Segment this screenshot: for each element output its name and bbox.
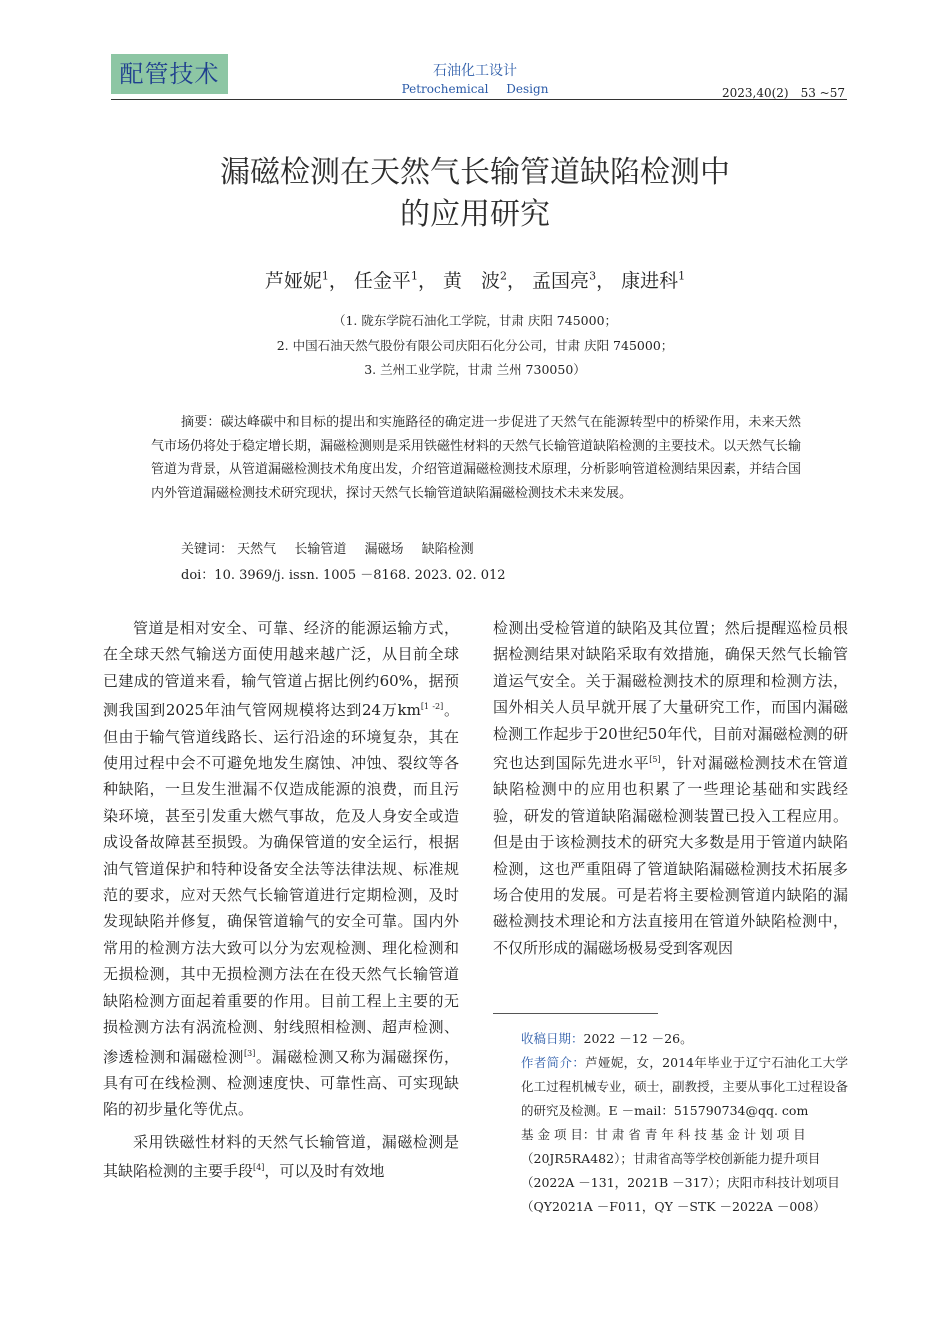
abstract-label: 摘要： bbox=[181, 415, 221, 430]
author-bio-text: 芦娅妮，女，2014年毕业于辽宁石油化工大学化工过程机械专业，硕士，副教授，主要从事化工过程设备的研究及检测。E －mail：515790734@qq. com bbox=[521, 1055, 848, 1118]
author-affil-sup: 1 bbox=[410, 269, 418, 283]
body-left-column bbox=[103, 615, 459, 1185]
keywords-label: 关键词： bbox=[181, 542, 234, 557]
issue-info: 2023,40(2) 53 ~57 bbox=[721, 86, 845, 100]
footnote bbox=[521, 1027, 848, 1219]
footnote-rule bbox=[493, 1013, 658, 1014]
paragraph bbox=[493, 615, 848, 961]
citation: [5] bbox=[649, 755, 661, 765]
author-affil-sup: 1 bbox=[321, 269, 329, 283]
author-bio-label: 作者简介： bbox=[521, 1055, 586, 1070]
journal-title-cn: 石油化工设计 bbox=[433, 63, 517, 79]
abstract bbox=[151, 411, 801, 505]
paragraph bbox=[103, 1129, 459, 1185]
author-bio bbox=[521, 1051, 848, 1123]
article-title bbox=[100, 152, 850, 236]
author-name: 任金平 bbox=[353, 270, 411, 292]
citation: [3] bbox=[243, 1048, 256, 1058]
keyword: 长输管道 bbox=[294, 542, 347, 557]
fund-line-3: （2022A －131，2021B －317）；庆阳市科技计划项目 bbox=[521, 1175, 840, 1190]
body-right-column bbox=[493, 615, 848, 961]
paragraph-text: ，可以及时有效地 bbox=[264, 1162, 385, 1181]
paragraph-text: 。但由于输气管道线路长、运行沿途的环境复杂，其在使用过程中会不可避免地发生腐蚀、冲蚀、裂纹等各种缺陷，一旦发生泄漏不仅造成能源的浪费，而且污染环境，甚至引发重大燃气事故，危及人身安全或造成设备故障甚至损毁。为确保管道的安全运行，根据油气管道保护和特种设备安全法等法律法规、标准规范的要求，应对天然气长输管道进行定期检测，及时发现缺陷并修复，确保管道输气的安全可靠。国内外常用的检测方法大致可以分为宏观检测、理化检测和无损检测，其中无损检测方法在在役天然气长输管道缺陷检测方面起着重要的作用。目前工程上主要的无损检测方法有涡流检测、射线照相检测、超声检测、渗透检测和漏磁检测 bbox=[103, 701, 460, 1066]
author-affil-sup: 2 bbox=[500, 269, 507, 283]
fund-line-2: （20JR5RA482）；甘肃省高等学校创新能力提升项目 bbox=[521, 1151, 821, 1166]
title-line-2: 的应用研究 bbox=[400, 197, 550, 232]
fund-line-4: （QY2021A －F011，QY －STK －2022A －008） bbox=[521, 1199, 826, 1214]
doi: doi：10. 3969/j. issn. 1005 －8168. 2023. 02. 012 bbox=[181, 568, 506, 583]
received-label: 收稿日期： bbox=[521, 1031, 584, 1046]
author-name: 黄 波 bbox=[442, 270, 500, 292]
affiliation-3: 3. 兰州工业学院，甘肃 兰州 730050） bbox=[364, 362, 586, 377]
keyword: 漏磁场 bbox=[364, 542, 404, 557]
abstract-body: 碳达峰碳中和目标的提出和实施路径的确定进一步促进了天然气在能源转型中的桥梁作用，未来天然气市场仍将处于稳定增长期，漏磁检测则是采用铁磁性材料的天然气长输管道缺陷检测的主要技术。以天然气长输管道为背景，从管道漏磁检测技术角度出发，介绍管道漏磁检测技术原理，分析影响管道检测结果因素，并结合国内外管道漏磁检测技术研究现状，探讨天然气长输管道缺陷漏磁检测技术未来发展。 bbox=[151, 415, 802, 501]
paragraph-text: 管道是相对安全、可靠、经济的能源运输方式，在全球天然气输送方面使用越来越广泛，从目前全球已建成的管道来看，输气管道占据比例约60%，据预测我国到2025年油气管网规模将达到24万km bbox=[103, 619, 459, 720]
header-rule bbox=[111, 99, 847, 100]
journal-title-en: Petrochemical Design bbox=[401, 82, 549, 96]
author-affil-sup: 3 bbox=[589, 269, 597, 283]
paragraph-text: 采用铁磁性材料的天然气长输管道，漏磁检测是其缺陷检测的主要手段 bbox=[103, 1132, 459, 1181]
paragraph-text: ，针对漏磁检测技术在管道缺陷检测中的应用也积累了一些理论基础和实践经验，研发的管道缺陷漏磁检测装置已投入工程应用。但是由于该检测技术的研究大多数是用于管道内缺陷检测，这也严重阻碍了管道缺陷漏磁检测技术拓展多场合使用的发展。可是若将主要检测管道内缺陷的漏磁检测技术理论和方法直接用在管道外缺陷检测中，不仅所形成的漏磁场极易受到客观因 bbox=[493, 754, 848, 957]
received-value: 2022 －12 －26。 bbox=[583, 1031, 693, 1046]
keyword: 缺陷检测 bbox=[421, 542, 474, 557]
paragraph-text: 检测出受检管道的缺陷及其位置；然后提醒巡检员根据检测结果对缺陷采取有效措施，确保天然气长输管道运气安全。关于漏磁检测技术的原理和检测方法，国外相关人员早就开展了大量研究工作，而国内漏磁检测工作起步于20世纪50年代，目前对漏磁检测的研究也达到国际先进水平 bbox=[493, 619, 848, 773]
paragraph-text: 。漏磁检测又称为漏磁探伤，具有可在线检测、检测速度快、可靠性高、可实现缺陷的初步量化等优点。 bbox=[103, 1047, 459, 1119]
paragraph bbox=[103, 615, 459, 1123]
title-line-1: 漏磁检测在天然气长输管道缺陷检测中 bbox=[220, 155, 730, 190]
author-name: 康进科 bbox=[621, 270, 679, 292]
author-affil-sup: 1 bbox=[678, 269, 686, 283]
fund-line-1: 基 金 项 目：甘 肃 省 青 年 科 技 基 金 计 划 项 目 bbox=[521, 1127, 806, 1142]
author-name: 芦娅妮 bbox=[264, 270, 322, 292]
citation: [1 -2] bbox=[420, 702, 444, 712]
author-name: 孟国亮 bbox=[532, 270, 590, 292]
keyword: 天然气 bbox=[237, 542, 277, 557]
keywords bbox=[181, 538, 488, 557]
affiliation-1: （1. 陇东学院石油化工学院，甘肃 庆阳 745000； bbox=[332, 313, 618, 328]
received-date bbox=[521, 1027, 848, 1051]
section-tag: 配管技术 bbox=[111, 54, 228, 94]
author-list: 芦娅妮$^1$， 任金平$^1$， 黄 波$^2$， 孟国亮$^3$， 康进科$^1$ bbox=[264, 269, 686, 292]
citation: [4] bbox=[253, 1163, 265, 1173]
affiliation-2: 2. 中国石油天然气股份有限公司庆阳石化分公司，甘肃 庆阳 745000； bbox=[276, 338, 674, 353]
